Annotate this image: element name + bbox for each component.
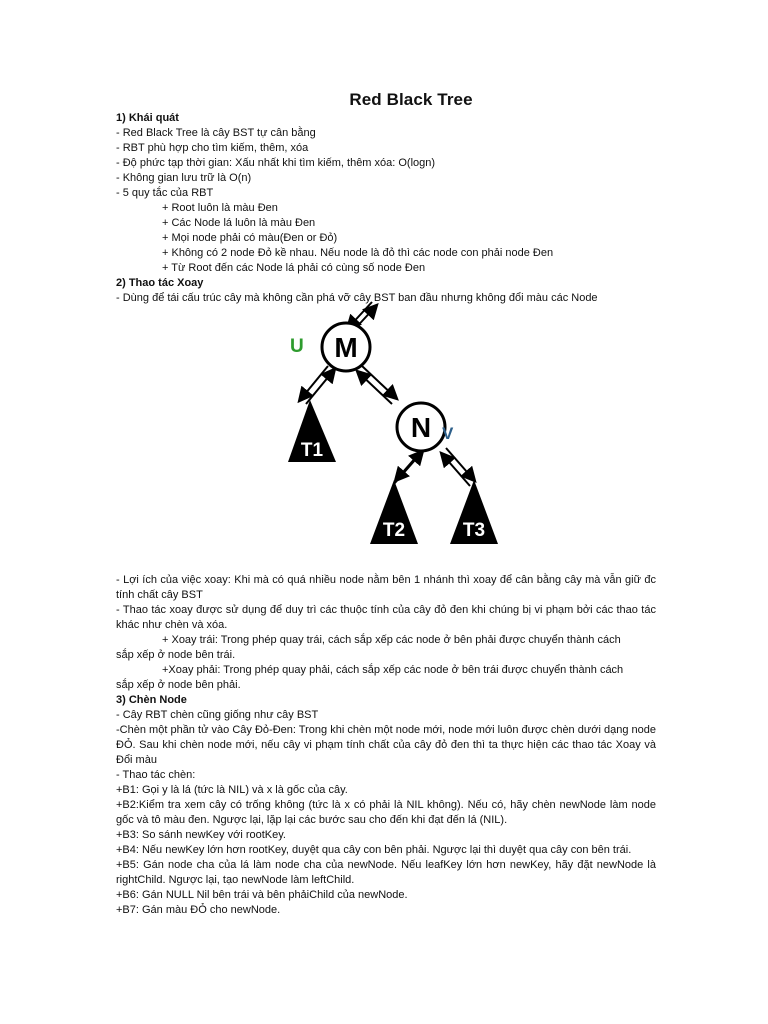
section-overview [116, 111, 656, 306]
v-letter: V [442, 424, 454, 443]
text-line: - Dùng để tái cấu trúc cây mà không cần phá vỡ cây BST ban đầu nhưng không đổi màu các Node [116, 292, 598, 304]
text-line: +Xoay phải: Trong phép quay phải, cách sắp xếp các node ở bên trái được chuyển thành cách [162, 664, 624, 676]
text-line: sắp xếp ở node bên trái. [116, 649, 236, 661]
section-heading: 3) Chèn Node [116, 694, 187, 706]
text-line: - Thao tác chèn: [116, 769, 196, 781]
arrow-line [394, 452, 422, 484]
rotation-diagram-svg [286, 300, 526, 550]
node-m-label: M [334, 332, 358, 363]
text-line: - Cây RBT chèn cũng giống như cây BST [116, 709, 319, 721]
subtree-t2-label: T2 [382, 520, 406, 541]
arrow-line [362, 366, 396, 398]
rule-item: + Mọi node phải có màu(Đen or Đỏ) [162, 232, 338, 244]
text-line: sắp xếp ở node bên phải. [116, 679, 241, 691]
subtree-t1-label: T1 [300, 440, 324, 461]
rule-item: + Không có 2 node Đỏ kề nhau. Nếu node là đỏ thì các node con phải node Đen [162, 247, 554, 259]
node-n-label: N [410, 412, 432, 443]
section-heading: 2) Thao tác Xoay [116, 277, 204, 289]
text-line: - 5 quy tắc của RBT [116, 187, 214, 199]
step-b1: +B1: Gọi y là lá (tức là NIL) và x là gốc của cây. [116, 784, 348, 796]
section-rotation-notes [116, 573, 656, 918]
rule-item: + Root luôn là màu Đen [162, 202, 278, 214]
subtree-t3-label: T3 [462, 520, 486, 541]
text-paragraph: - Thao tác xoay được sử dụng để duy trì các thuộc tính của cây đỏ đen khi chúng bị vi phạm bởi các thao tác khác như chèn và xóa. [116, 604, 656, 631]
text-paragraph: - Lợi ích của việc xoay: Khi mà có quá nhiều node nằm bên 1 nhánh thì xoay để cân bằng cây mà vẫn giữ đc tính chất cây BST [116, 574, 656, 601]
section-heading: 1) Khái quát [116, 112, 179, 124]
step-b5: +B5: Gán node cha của lá làm node cha của newNode. Nếu leafKey lớn hơn newKey, hãy đặt newNode là rightChild. Ngược lại, tạo newNode làm leftChild. [116, 859, 656, 886]
text-line: - RBT phù hợp cho tìm kiếm, thêm, xóa [116, 142, 309, 154]
arrow-line [358, 372, 392, 404]
text-line: + Xoay trái: Trong phép quay trái, cách sắp xếp các node ở bên phải được chuyển thành cách [162, 634, 621, 646]
rule-item: + Từ Root đến các Node lá phải có cùng số node Đen [162, 262, 426, 274]
rule-item: + Các Node lá luôn là màu Đen [162, 217, 316, 229]
arrow-line [396, 448, 424, 480]
step-b7: +B7: Gán màu ĐỎ cho newNode. [116, 904, 281, 916]
text-line: - Red Black Tree là cây BST tự cân bằng [116, 127, 316, 139]
rotation-diagram [286, 300, 526, 550]
step-b4: +B4: Nếu newKey lớn hơn rootKey, duyệt qua cây con bên phải. Ngược lại thì duyệt qua cây con bên trái. [116, 844, 632, 856]
document-title: Red Black Tree [349, 90, 473, 109]
step-b6: +B6: Gán NULL Nil bên trái và bên phảiChild của newNode. [116, 889, 408, 901]
text-line: - Không gian lưu trữ là O(n) [116, 172, 252, 184]
text-paragraph: -Chèn một phần tử vào Cây Đỏ-Đen: Trong khi chèn một node mới, node mới luôn được chèn dưới dạng node ĐỎ. Sau khi chèn node mới, nếu cây vi phạm tính chất của cây đỏ đen thì ta thực hiện các thao tác Xoay và Đổi màu [116, 724, 656, 766]
text-line: - Độ phức tạp thời gian: Xấu nhất khi tìm kiếm, thêm xóa: O(logn) [116, 157, 436, 169]
step-b3: +B3: So sánh newKey với rootKey. [116, 829, 286, 841]
step-b2: +B2:Kiểm tra xem cây có trống không (tức là x có phải là NIL không). Nếu có, hãy chèn newNode làm node gốc và tô màu đen. Ngược lại, lặp lại các bước sau cho đến khi đạt đến lá (NIL). [116, 799, 656, 826]
u-letter: U [290, 336, 304, 357]
